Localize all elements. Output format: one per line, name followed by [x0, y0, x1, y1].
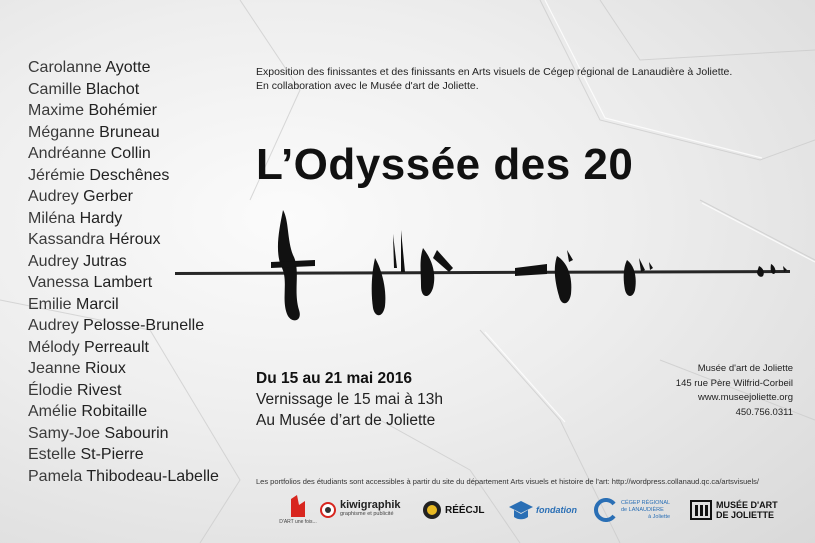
cegep-lanaudiere-logo: CÉGEP RÉGIONAL de LANAUDIÈRE à Joliette [594, 490, 684, 530]
artist-last-name: Sabourin [104, 424, 169, 442]
artist-first-name: Estelle [28, 446, 77, 463]
artist-last-name: Pelosse-Brunelle [83, 317, 205, 334]
artist-last-name: Gerber [83, 188, 133, 205]
artist-last-name: Collin [110, 145, 151, 162]
poster-title: L’Odyssée des 20 [256, 140, 634, 189]
intro-line-1: Exposition des finissantes et des finissants en Arts visuels de Cégep régional de Lanaudière à Joliette. [256, 66, 733, 78]
museum-columns-icon [690, 500, 712, 520]
artist-name [28, 358, 219, 380]
artist-name [28, 401, 219, 423]
fondation-logo: fondation [508, 490, 588, 530]
artist-first-name: Miléna [28, 209, 76, 227]
artist-first-name: Élodie [28, 381, 73, 399]
artist-first-name: Audrey [28, 252, 79, 270]
artist-last-name: Perreault [84, 338, 149, 356]
artist-first-name: Amélie [28, 403, 77, 420]
artist-name [28, 186, 219, 208]
event-dates [256, 368, 443, 431]
location-info: Au Musée d’art de Joliette [256, 412, 436, 429]
artist-first-name: Mélody [28, 338, 80, 356]
musee-art-joliette-logo: MUSÉE D'ART DE JOLIETTE [690, 490, 800, 530]
date-range: Du 15 au 21 mai 2016 [256, 370, 412, 387]
artist-last-name: Bruneau [99, 123, 160, 141]
artist-first-name: Audrey [28, 188, 79, 205]
portfolio-footnote: Les portfolios des étudiants sont accessibles à partir du site du département Arts visuels et histoire de l'art: http://wordpress.collanaud.qc.ca/artsvisuels/ [256, 477, 759, 486]
artist-name [28, 444, 219, 466]
artist-first-name: Kassandra [28, 231, 105, 248]
artist-name [28, 100, 219, 122]
artist-last-name: Robitaille [81, 403, 148, 420]
artist-first-name: Jérémie [28, 166, 85, 184]
artist-last-name: Rioux [84, 360, 126, 377]
artist-last-name: Héroux [108, 231, 161, 248]
venue-info [676, 362, 793, 420]
artist-first-name: Samy-Joe [28, 424, 101, 442]
artist-first-name: Méganne [28, 123, 95, 141]
artist-name [28, 79, 219, 101]
reecjl-logo: RÉÉCJL [422, 490, 492, 530]
artist-first-name: Pamela [28, 467, 83, 485]
artist-last-name: Lambert [93, 274, 153, 291]
artist-first-name: Vanessa [28, 274, 94, 291]
kiwigraphik-logo: kiwigraphik graphisme et publicité [320, 490, 420, 530]
artist-name [28, 337, 219, 359]
artist-first-name: Audrey [28, 317, 79, 334]
venue-phone: 450.756.0311 [735, 406, 793, 418]
venue-website[interactable]: www.museejoliette.org [697, 392, 793, 403]
artist-last-name: Marcil [76, 295, 119, 313]
artist-first-name: Camille [28, 80, 82, 98]
artist-first-name: Emilie [28, 295, 72, 313]
cegep-swirl-icon [594, 498, 618, 522]
artist-name [28, 122, 219, 144]
venue-address: 145 rue Père Wilfrid-Corbeil [675, 377, 793, 389]
reecjl-emblem-icon [422, 500, 442, 520]
artist-last-name: Hardy [79, 209, 123, 227]
artist-name [28, 466, 219, 488]
artist-first-name: Jeanne [28, 360, 81, 377]
artist-last-name: St-Pierre [80, 446, 144, 463]
kiwi-icon [320, 502, 336, 518]
artist-name [28, 57, 219, 79]
venue-name: Musée d'art de Joliette [697, 363, 793, 374]
artist-last-name: Bohémier [88, 102, 157, 119]
sponsor-logos [270, 490, 800, 534]
artist-last-name: Deschênes [89, 166, 170, 184]
artist-first-name: Maxime [28, 102, 85, 119]
artist-last-name: Rivest [76, 381, 122, 399]
artist-first-name: Carolanne [28, 59, 102, 76]
intro-text [256, 65, 732, 93]
artist-first-name: Andréanne [28, 145, 107, 162]
ink-brushstroke-artwork [175, 210, 790, 325]
artist-name [28, 143, 219, 165]
flame-icon [285, 495, 311, 519]
artist-last-name: Jutras [83, 252, 127, 270]
artist-name [28, 165, 219, 187]
graduation-cap-icon [508, 499, 534, 521]
artist-name [28, 423, 219, 445]
artist-last-name: Blachot [85, 80, 140, 98]
artist-name [28, 380, 219, 402]
intro-line-2: En collaboration avec le Musée d'art de Joliette. [256, 80, 479, 92]
artist-last-name: Thibodeau-Labelle [86, 467, 219, 485]
artist-last-name: Ayotte [105, 59, 151, 76]
vernissage-info: Vernissage le 15 mai à 13h [256, 391, 443, 408]
dart-une-fois-logo: D'ART une fois... [278, 490, 318, 530]
